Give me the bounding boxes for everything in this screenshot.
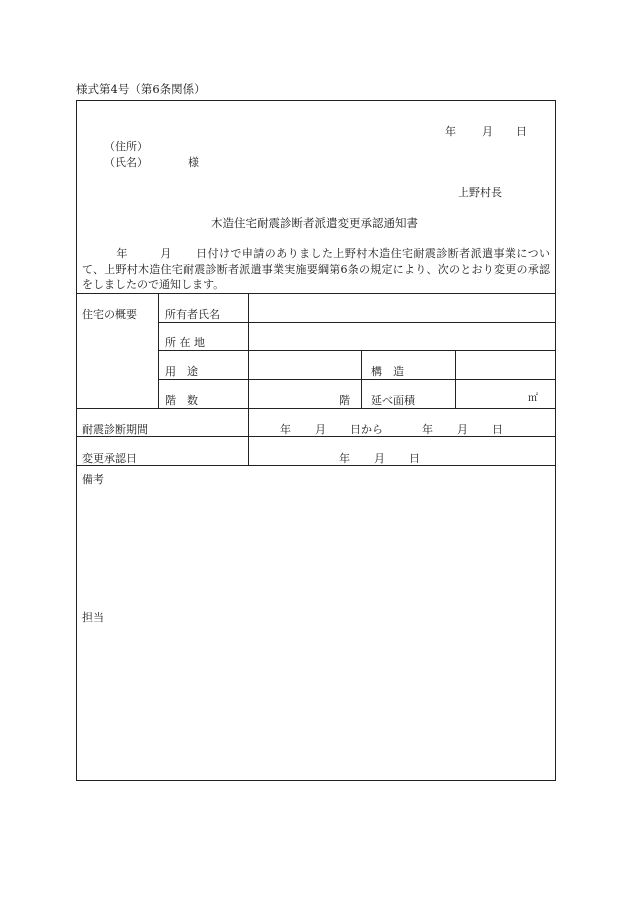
honorific: 様	[188, 156, 199, 169]
period-month2: 月	[457, 423, 468, 436]
period-day1-from: 日から	[350, 423, 383, 436]
col-line-value	[248, 293, 249, 465]
row-line-4	[76, 408, 556, 409]
owner-name-label: 所有者氏名	[165, 308, 220, 321]
row-line-2	[158, 350, 556, 351]
document-title: 木造住宅耐震診断者派遣変更承認通知書	[211, 216, 418, 230]
location-label: 所 在 地	[165, 336, 205, 349]
notice-body	[82, 246, 550, 293]
body-text: 日付けで申請のありました上野村木造住宅耐震診断者派遣事業について、上野村木造住宅耐震診断者派遣事業実施要綱第6条の規定により、次のとおり変更の承認をしましたので通知します。	[82, 247, 551, 291]
form-frame	[76, 100, 556, 781]
date-day: 日	[516, 125, 527, 138]
total-floor-area-label: 延べ面積	[371, 394, 415, 407]
diagnosis-period-label: 耐震診断期間	[82, 423, 148, 436]
form-number: 様式第4号（第6条関係）	[76, 82, 206, 96]
row-line-6	[76, 465, 556, 466]
body-month: 月	[159, 247, 172, 260]
remarks-label: 備考	[82, 473, 104, 486]
period-day2: 日	[492, 423, 503, 436]
period-year1: 年	[280, 423, 291, 436]
col-line-mid	[361, 350, 362, 408]
structure-label: 構 造	[371, 365, 404, 378]
period-year2: 年	[422, 423, 433, 436]
date-year: 年	[445, 125, 456, 138]
period-month1: 月	[315, 423, 326, 436]
col-line-right	[455, 350, 456, 408]
housing-overview-label: 住宅の概要	[82, 308, 137, 321]
name-label: （氏名）	[104, 156, 148, 169]
approval-date-label: 変更承認日	[82, 452, 137, 465]
usage-label: 用 途	[165, 365, 198, 378]
table-top-line	[76, 293, 556, 294]
approval-year: 年	[339, 452, 350, 465]
body-year: 年	[116, 247, 128, 260]
col-line-overview	[158, 293, 159, 408]
floors-label: 階 数	[165, 394, 198, 407]
row-line-1	[158, 322, 556, 323]
address-label: （住所）	[104, 140, 148, 153]
approval-day: 日	[409, 452, 420, 465]
date-month: 月	[482, 125, 493, 138]
issuer: 上野村長	[458, 186, 502, 199]
area-unit: ㎡	[528, 393, 538, 404]
row-line-3	[158, 379, 556, 380]
approval-month: 月	[374, 452, 385, 465]
person-in-charge-label: 担当	[82, 611, 104, 624]
floor-unit: 階	[339, 394, 350, 407]
row-line-5	[76, 436, 556, 437]
